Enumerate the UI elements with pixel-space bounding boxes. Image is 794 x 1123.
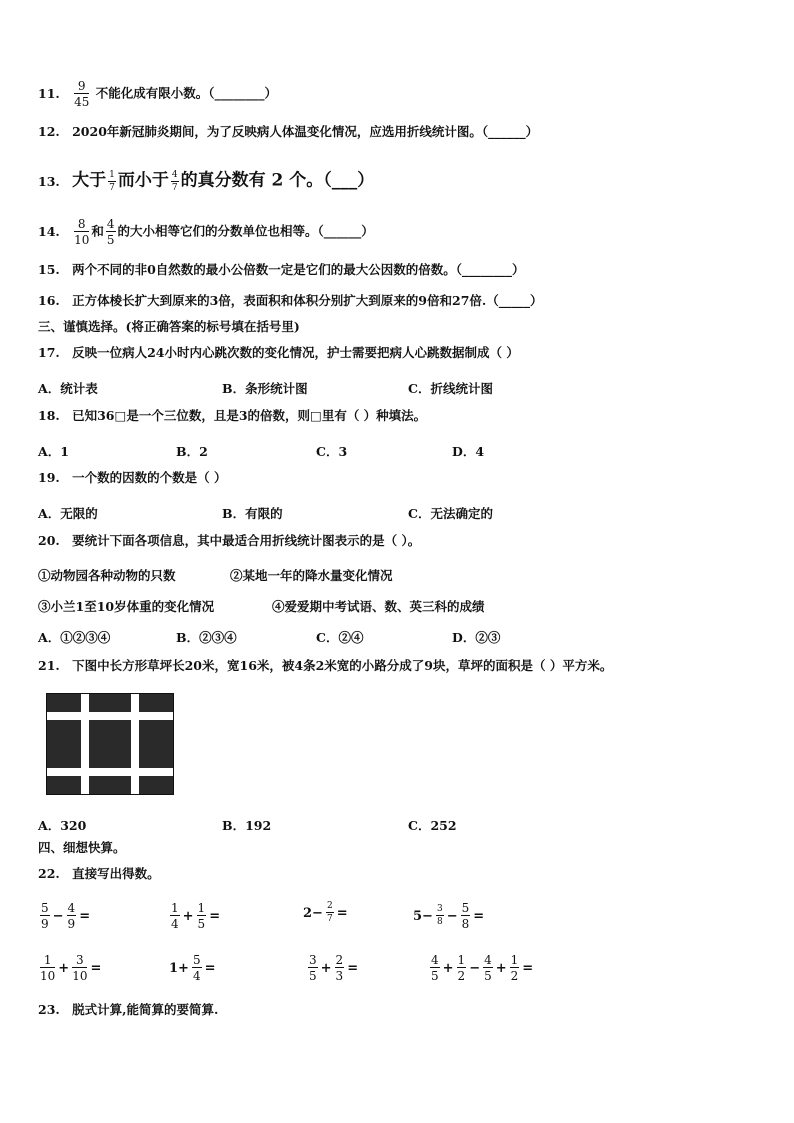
question-number: 12. [38, 124, 60, 139]
question-23 [38, 1004, 218, 1017]
question-text: 反映一位病人24小时内心跳次数的变化情况，护士需要把病人心跳数据制成（ ） [72, 345, 519, 360]
calc-8: $\frac{4}{5}$ + $\frac{1}{2}$ − $\frac{4}{5}$ + $\frac{1}{2}$ = [431, 953, 534, 983]
option-b: B．2 [176, 444, 208, 459]
option-d: D．②③ [452, 630, 501, 645]
fraction: $\frac{1}{10}$ [40, 953, 56, 983]
option-b: B．有限的 [222, 506, 283, 521]
question-15 [38, 264, 525, 277]
question-text: 而小于 [117, 170, 169, 191]
question-number: 13. [38, 173, 60, 189]
question-text: 已知36□是一个三位数，且是3的倍数，则□里有（ ）种填法。 [72, 408, 427, 423]
fraction: $\frac{4}{5}$ [484, 953, 492, 983]
path-vertical-2 [131, 694, 139, 794]
question-18 [38, 410, 426, 423]
question-19 [38, 472, 226, 485]
question-14 [38, 218, 374, 246]
fraction: $\frac{1}{5}$ [197, 901, 206, 931]
option-a: A．320 [38, 818, 87, 833]
question-text: 和 [91, 223, 104, 239]
question-number: 18. [38, 408, 60, 423]
fraction: $\frac{5}{8}$ [461, 901, 470, 931]
option-d: D．4 [452, 444, 485, 459]
fraction: $\frac{1}{2}$ [510, 953, 519, 983]
calc-2: $\frac{1}{4}$ + $\frac{1}{5}$ = [171, 901, 221, 931]
question-number: 11. [38, 85, 60, 101]
question-number: 23. [38, 1002, 60, 1017]
path-horizontal-2 [47, 768, 173, 776]
option-c: C．无法确定的 [408, 506, 493, 521]
question-text: 的真分数有 2 个。（___） [180, 170, 375, 191]
question-21 [38, 660, 612, 673]
question-number: 20. [38, 533, 60, 548]
question-number: 19. [38, 470, 60, 485]
path-horizontal-1 [47, 712, 173, 720]
question-number: 22. [38, 866, 60, 881]
item-2: ②某地一年的降水量变化情况 [230, 568, 393, 583]
calc-4: 5− $\frac{3}{8}$ − $\frac{5}{8}$ = [413, 901, 485, 931]
calc-5: $\frac{1}{10}$ + $\frac{3}{10}$ = [40, 953, 102, 983]
question-text: 不能化成有限小数。（________） [95, 85, 278, 101]
fraction: $\frac{1}{4}$ [171, 901, 179, 931]
question-text: 直接写出得数。 [72, 866, 160, 881]
question-22 [38, 868, 160, 881]
calc-1: $\frac{5}{9}$ − $\frac{4}{9}$ = [41, 901, 91, 931]
question-17 [38, 347, 519, 360]
fraction: $\frac{1}{2}$ [457, 953, 466, 983]
question-number: 15. [38, 262, 60, 277]
option-b: B．192 [222, 818, 272, 833]
option-a: A．无限的 [38, 506, 98, 521]
question-20 [38, 535, 420, 548]
question-text: 下图中长方形草坪长20米，宽16米，被4条2米宽的小路分成了9块，草坪的面积是（ ）平方米。 [72, 658, 613, 673]
section-heading-4: 四、细想快算。 [38, 840, 126, 855]
fraction: $\frac{3}{8}$ [436, 904, 443, 927]
fraction: $\frac{3}{10}$ [72, 953, 88, 983]
question-text: 大于 [72, 170, 107, 191]
fraction: $\frac{3}{5}$ [309, 953, 317, 983]
fraction: $\frac{1}{7}$ [109, 170, 115, 193]
question-number: 17. [38, 345, 60, 360]
path-vertical-1 [81, 694, 89, 794]
question-13 [38, 171, 374, 193]
option-c: C．3 [316, 444, 348, 459]
fraction: $\frac{9}{45}$ [74, 79, 90, 109]
option-c: C．252 [408, 818, 457, 833]
option-c: C．②④ [316, 630, 364, 645]
item-3: ③小兰1至10岁体重的变化情况 [38, 599, 215, 614]
calc-3: 2− $\frac{2}{7}$ = [303, 901, 348, 924]
calc-6: 1+ $\frac{5}{4}$ = [169, 953, 216, 983]
fraction: $\frac{4}{5}$ [106, 217, 115, 247]
question-12 [38, 126, 538, 139]
section-heading-3: 三、谨慎选择。(将正确答案的标号填在括号里) [38, 319, 300, 334]
lawn-diagram [46, 693, 174, 795]
question-text: 一个数的因数的个数是（ ） [72, 470, 227, 485]
question-text: 2020年新冠肺炎期间，为了反映病人体温变化情况，应选用折线统计图。（______） [72, 124, 539, 139]
question-number: 21. [38, 658, 60, 673]
option-b: B．条形统计图 [222, 381, 308, 396]
question-number: 16. [38, 293, 60, 308]
fraction: $\frac{8}{10}$ [74, 217, 90, 247]
fraction: $\frac{2}{3}$ [335, 953, 344, 983]
question-text: 两个不同的非0自然数的最小公倍数一定是它们的最大公因数的倍数。（________） [72, 262, 525, 277]
fraction: $\frac{4}{7}$ [171, 170, 178, 193]
option-c: C．折线统计图 [408, 381, 493, 396]
fraction: $\frac{4}{9}$ [67, 901, 76, 931]
item-4: ④爱爱期中考试语、数、英三科的成绩 [272, 599, 485, 614]
item-1: ①动物园各种动物的只数 [38, 568, 176, 583]
question-text: 脱式计算,能简算的要简算. [72, 1002, 219, 1017]
fraction: $\frac{5}{4}$ [192, 953, 201, 983]
question-text: 要统计下面各项信息，其中最适合用折线统计图表示的是（ ）。 [72, 533, 421, 548]
fraction: $\frac{2}{7}$ [326, 901, 333, 924]
question-number: 14. [38, 223, 60, 239]
fraction: $\frac{4}{5}$ [431, 953, 439, 983]
question-11 [38, 80, 277, 108]
option-a: A．1 [38, 444, 69, 459]
question-16 [38, 295, 543, 308]
calc-7: $\frac{3}{5}$ + $\frac{2}{3}$ = [309, 953, 359, 983]
option-a: A．①②③④ [38, 630, 111, 645]
question-text: 正方体棱长扩大到原来的3倍，表面积和体积分别扩大到原来的9倍和27倍.（_____） [72, 293, 543, 308]
option-a: A．统计表 [38, 381, 98, 396]
question-text: 的大小相等它们的分数单位也相等。（______） [117, 223, 374, 239]
option-b: B．②③④ [176, 630, 237, 645]
fraction: $\frac{5}{9}$ [41, 901, 49, 931]
